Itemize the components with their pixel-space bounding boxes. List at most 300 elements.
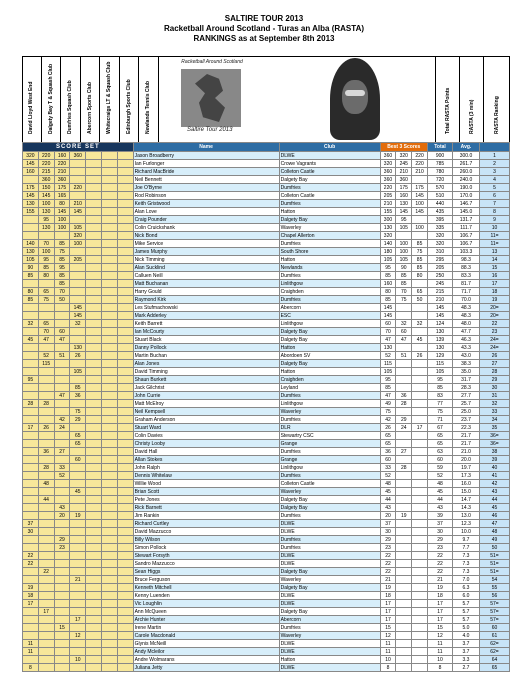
best-score-cell: 23 [380,544,396,552]
score-cell [101,608,117,616]
score-cell [23,216,39,224]
rank-cell: 36= [480,440,510,448]
score-cell [101,504,117,512]
best-score-cell [396,472,412,480]
club-header-6 [139,56,159,142]
player-club: Abordoen SV [279,352,380,360]
best-score-cell: 160 [396,192,412,200]
best-score-cell [412,568,428,576]
best-score-cell [412,312,428,320]
score-cell [70,424,86,432]
avg-cell: 46.3 [453,336,480,344]
best-score-cell [412,176,428,184]
score-cell: 60 [70,456,86,464]
score-cell [117,536,133,544]
score-cell: 21 [70,576,86,584]
score-cell [117,528,133,536]
best-score-cell: 245 [396,160,412,168]
score-cell: 205 [70,256,86,264]
score-cell: 100 [70,240,86,248]
player-name: Raymond Kirk [133,296,279,304]
score-cell: 210 [70,200,86,208]
score-cell [101,344,117,352]
score-cell [86,256,102,264]
best-score-cell [412,488,428,496]
rank-cell: 51= [480,552,510,560]
best-score-cell: 65 [412,288,428,296]
avg-cell: 145.0 [453,208,480,216]
rank-cell: 47 [480,520,510,528]
rank-cell: 4 [480,176,510,184]
player-name: John Currie [133,392,279,400]
score-cell [38,488,54,496]
table-row [23,280,510,288]
score-cell [117,392,133,400]
player-name: Kenneth Mitchell [133,584,279,592]
player-name: Keith Barrett [133,320,279,328]
club-name: David Lloyd West End [28,81,35,134]
best-score-cell [396,544,412,552]
table-row [23,312,510,320]
avg-cell: 261.7 [453,160,480,168]
score-cell [86,360,102,368]
player-name: Joe O'Byrne [133,184,279,192]
score-cell [117,280,133,288]
score-cell [23,416,39,424]
best-score-cell [396,624,412,632]
score-cell: 320 [70,232,86,240]
best-score-cell: 300 [380,216,396,224]
best-score-cell: 105 [380,368,396,376]
score-cell [38,544,54,552]
score-cell [86,624,102,632]
score-cell [101,376,117,384]
player-name: Shaun Burkett [133,376,279,384]
right-header-1 [459,56,483,142]
score-cell [86,264,102,272]
best-score-cell [396,520,412,528]
score-cell [86,296,102,304]
score-cell: 11 [23,640,39,648]
right-header-label: Total RASTA Points [444,87,451,134]
score-cell: 27 [54,448,70,456]
player-name: Nick Bond [133,232,279,240]
best-score-cell [412,472,428,480]
score-cell [117,616,133,624]
score-cell [117,576,133,584]
rankings-table [22,142,510,672]
best-score-cell [412,344,428,352]
total-cell: 63 [428,448,453,456]
score-cell [101,368,117,376]
total-cell: 75 [428,408,453,416]
score-cell [86,248,102,256]
player-name: Rod Robinson [133,192,279,200]
player-club: Waverley [279,488,380,496]
best-score-cell [412,640,428,648]
score-cell [86,632,102,640]
player-club: Colleton Castle [279,480,380,488]
score-cell [101,552,117,560]
score-cell [86,448,102,456]
avg-cell: 47.7 [453,328,480,336]
table-row [23,304,510,312]
player-club: Newlands [279,264,380,272]
score-cell: 220 [38,160,54,168]
best-score-cell: 45 [412,336,428,344]
score-cell [101,528,117,536]
table-header-row [23,143,510,152]
best-score-cell: 175 [412,184,428,192]
total-cell: 785 [428,160,453,168]
table-row [23,272,510,280]
avg-cell: 81.7 [453,280,480,288]
avg-cell: 88.3 [453,264,480,272]
player-club: Crowe Vagrants [279,160,380,168]
score-cell [70,216,86,224]
score-cell: 29 [70,416,86,424]
total-cell: 250 [428,272,453,280]
total-cell: 139 [428,336,453,344]
best-score-cell [412,544,428,552]
best-score-cell: 17 [380,600,396,608]
best-score-cell: 22 [380,560,396,568]
best-score-cell [396,600,412,608]
score-cell [38,376,54,384]
score-cell: 60 [54,328,70,336]
player-club: Linlithgow [279,320,380,328]
total-cell: 780 [428,168,453,176]
score-cell: 100 [54,224,70,232]
score-cell [23,232,39,240]
player-club: South Shore [279,248,380,256]
score-cell [54,320,70,328]
player-name: Jason Broadberry [133,152,279,160]
score-cell [23,656,39,664]
score-cell [23,392,39,400]
club-header-0 [22,56,42,142]
score-cell [101,624,117,632]
player-club: Grange [279,456,380,464]
club-name: Whitecraigs LT & Squash Club [106,61,113,134]
score-cell: 130 [70,344,86,352]
best-score-cell [396,592,412,600]
table-row [23,488,510,496]
score-cell [38,304,54,312]
rank-cell: 44 [480,496,510,504]
table-row [23,368,510,376]
page-title: SALTIRE TOUR 2013 [224,14,304,23]
player-name: Matt McElroy [133,400,279,408]
score-cell [117,488,133,496]
best-score-cell: 95 [380,376,396,384]
avg-cell: 21.7 [453,440,480,448]
score-cell: 215 [38,168,54,176]
score-cell [117,408,133,416]
best-score-cell [412,392,428,400]
total-cell: 395 [428,216,453,224]
saltire-tour-logo [161,57,263,141]
score-cell [54,384,70,392]
score-cell: 95 [54,264,70,272]
best-score-cell [412,280,428,288]
score-cell: 36 [38,448,54,456]
score-cell [86,664,102,672]
table-row [23,320,510,328]
score-cell [54,600,70,608]
table-row [23,184,510,192]
score-cell [101,312,117,320]
right-header-2 [483,56,510,142]
score-cell: 85 [23,272,39,280]
score-cell [117,248,133,256]
rank-cell: 57= [480,600,510,608]
score-cell [117,376,133,384]
score-cell: 85 [38,264,54,272]
score-cell [101,656,117,664]
best-score-cell [412,512,428,520]
total-cell: 44 [428,496,453,504]
score-cell [70,168,86,176]
score-cell [54,312,70,320]
score-cell [101,232,117,240]
score-cell [23,312,39,320]
score-cell [101,408,117,416]
score-cell [86,600,102,608]
score-cell [54,560,70,568]
avg-cell: 83.3 [453,272,480,280]
score-cell [23,472,39,480]
score-cell [101,336,117,344]
score-cell: 130 [23,248,39,256]
best-score-cell [396,528,412,536]
best-score-cell: 80 [412,272,428,280]
total-cell: 19 [428,584,453,592]
score-cell: 85 [54,280,70,288]
best-score-cell: 28 [396,464,412,472]
score-cell [70,528,86,536]
score-cell: 145 [70,312,86,320]
total-cell: 320 [428,232,453,240]
score-cell [70,448,86,456]
score-cell: 15 [54,624,70,632]
score-cell [117,504,133,512]
score-cell [86,208,102,216]
player-club: Leyland [279,384,380,392]
score-cell: 29 [54,536,70,544]
score-cell: 44 [38,496,54,504]
score-cell: 160 [23,168,39,176]
score-cell [23,632,39,640]
best-score-cell [396,312,412,320]
best-score-cell [412,368,428,376]
avg-cell: 9.7 [453,536,480,544]
table-row [23,456,510,464]
best-score-cell: 320 [396,152,412,160]
player-name: Alan Love [133,208,279,216]
rank-cell: 14 [480,256,510,264]
rank-cell: 6 [480,192,510,200]
score-cell [86,336,102,344]
score-cell [70,496,86,504]
score-cell [86,648,102,656]
total-cell: 10 [428,656,453,664]
score-cell [86,432,102,440]
avg-cell: 106.7 [453,240,480,248]
score-cell [23,608,39,616]
score-cell [23,440,39,448]
score-cell: 37 [23,520,39,528]
total-cell: 67 [428,424,453,432]
score-cell [86,536,102,544]
player-name: David Hall [133,448,279,456]
score-cell [54,576,70,584]
score-cell [38,552,54,560]
score-cell: 85 [70,384,86,392]
player-club: Dalgety Bay [279,336,380,344]
total-cell: 22 [428,568,453,576]
player-name: Keith Gristwood [133,200,279,208]
best-score-cell [412,376,428,384]
score-cell [23,368,39,376]
best-score-cell [396,536,412,544]
rank-cell: 10 [480,224,510,232]
player-club: Dumfries [279,272,380,280]
table-row [23,504,510,512]
best-score-cell: 75 [396,296,412,304]
score-cell [70,504,86,512]
score-cell [23,384,39,392]
logo-footer: Saltire Tour 2013 [187,127,233,133]
best-score-cell: 75 [380,408,396,416]
player-club: Colleton Castle [279,168,380,176]
club-header-3 [81,56,101,142]
score-cell [101,424,117,432]
total-cell: 65 [428,440,453,448]
table-row [23,168,510,176]
total-cell: 295 [428,256,453,264]
rankings-date: RANKINGS as at September 8th 2013 [193,34,335,43]
best-score-cell [412,216,428,224]
score-cell [86,480,102,488]
score-cell [86,584,102,592]
score-cell [54,568,70,576]
avg-cell: 35.0 [453,368,480,376]
player-name: Neil Kempsell [133,408,279,416]
score-cell [86,472,102,480]
best-score-cell: 60 [396,328,412,336]
score-cell [101,416,117,424]
score-cell [23,352,39,360]
total-cell: 435 [428,208,453,216]
score-cell [86,200,102,208]
rank-cell: 26 [480,352,510,360]
table-row [23,376,510,384]
table-row [23,352,510,360]
avg-cell: 28.3 [453,384,480,392]
score-cell: 51 [54,352,70,360]
player-name: Nick Timming [133,256,279,264]
avg-cell: 14.7 [453,496,480,504]
score-cell [54,400,70,408]
total-cell: 145 [428,304,453,312]
score-cell [70,552,86,560]
best-score-cell: 140 [380,240,396,248]
total-cell: 83 [428,392,453,400]
player-club: ESC [279,312,380,320]
player-club: Dumfries [279,392,380,400]
player-name: Juliana Jetty [133,664,279,672]
best-score-cell: 60 [380,320,396,328]
player-club: Dumfries [279,512,380,520]
player-club: DLWE [279,600,380,608]
best-score-cell [396,232,412,240]
score-cell [23,432,39,440]
best-score-cell: 180 [380,248,396,256]
rank-cell: 13 [480,248,510,256]
best-score-cell: 12 [380,632,396,640]
score-cell: 105 [70,368,86,376]
best-score-cell: 36 [380,448,396,456]
total-cell: 130 [428,344,453,352]
score-cell [86,312,102,320]
score-cell [117,560,133,568]
best-score-cell: 160 [380,280,396,288]
player-club: DLWE [279,648,380,656]
avg-cell: 103.3 [453,248,480,256]
score-cell: 105 [70,224,86,232]
score-cell: 47 [54,336,70,344]
score-cell [38,640,54,648]
score-cell [117,304,133,312]
score-cell [23,616,39,624]
table-row [23,216,510,224]
player-name: Rick Barnett [133,504,279,512]
best-score-cell: 37 [380,520,396,528]
total-cell: 21 [428,576,453,584]
best-score-cell: 220 [380,184,396,192]
score-cell: 145 [38,192,54,200]
score-cell: 17 [23,424,39,432]
score-cell [86,368,102,376]
rank-cell: 19 [480,296,510,304]
table-row [23,448,510,456]
rank-cell: 42 [480,480,510,488]
score-cell [54,496,70,504]
score-cell [70,192,86,200]
score-cell [38,440,54,448]
score-cell [86,352,102,360]
player-club: Dumfries [279,448,380,456]
best-score-cell: 52 [380,472,396,480]
player-name: Sandro Mazzucco [133,560,279,568]
logo-title: Racketball Around Scotland [181,59,243,65]
table-row [23,152,510,160]
score-cell: 130 [38,208,54,216]
total-header: Total [428,143,453,152]
player-name: Martin Buchan [133,352,279,360]
score-cell [117,496,133,504]
best-score-cell: 65 [380,440,396,448]
best-score-cell [412,656,428,664]
total-cell: 245 [428,280,453,288]
score-cell [70,472,86,480]
score-cell [86,192,102,200]
avg-cell: 260.0 [453,168,480,176]
avg-cell: 3.7 [453,648,480,656]
best-score-cell [396,496,412,504]
player-club: Hatton [279,368,380,376]
